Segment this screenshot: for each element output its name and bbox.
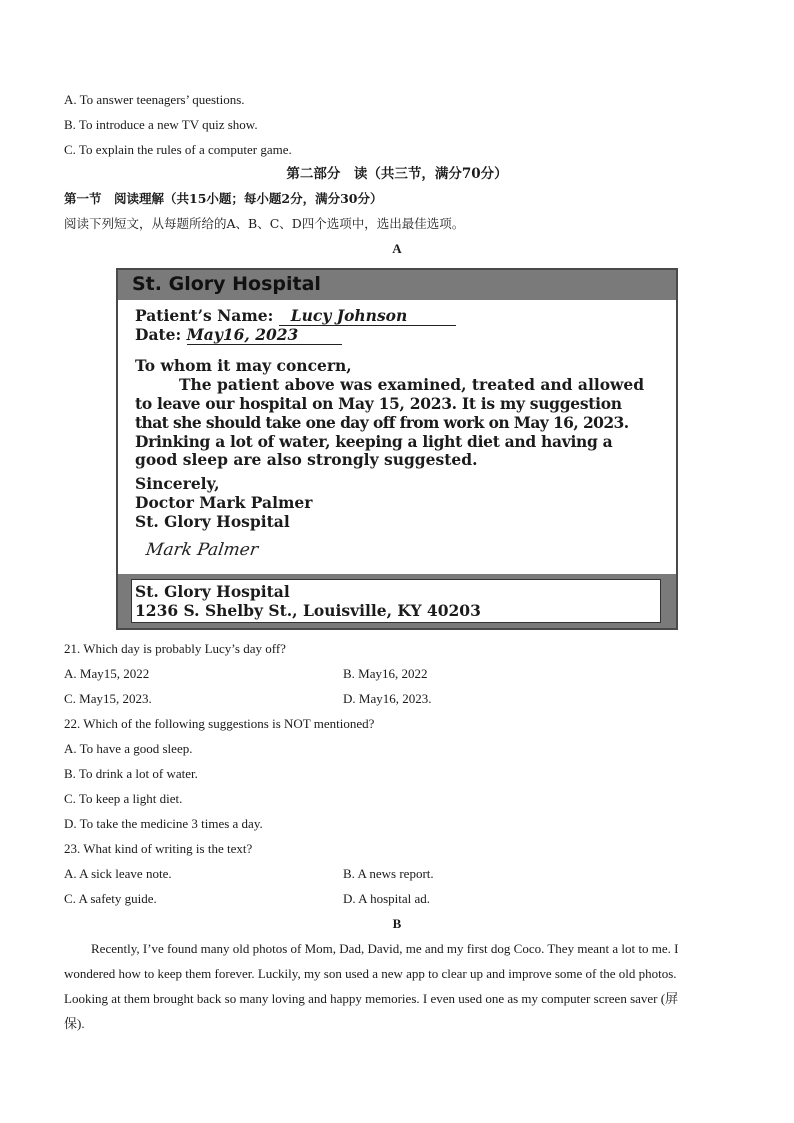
q22-question: 22. Which of the following suggestions is NOT mentioned? — [64, 716, 375, 731]
q23-option-d: D. A hospital ad. — [343, 891, 431, 906]
q22-option-d: D. To take the medicine 3 times a day. — [64, 816, 263, 831]
patient-row — [135, 306, 456, 326]
passage-a-label: A — [392, 241, 402, 256]
body-line-5: good sleep are also strongly suggested. — [135, 450, 478, 469]
sign-hospital: St. Glory Hospital — [135, 512, 290, 531]
q22-option-a: A. To have a good sleep. — [64, 741, 193, 756]
section-title: 第一节 阅读理解（共15小题；每小题2分，满分30分） — [64, 191, 383, 206]
sick-leave-notice — [116, 268, 678, 630]
q22-option-c: C. To keep a light diet. — [64, 791, 183, 806]
notice-hospital-title: St. Glory Hospital — [132, 273, 321, 295]
notice-header — [118, 270, 676, 300]
q21-option-a: A. May15, 2022 — [64, 666, 150, 681]
footer-hospital: St. Glory Hospital — [135, 582, 290, 601]
notice-footer — [131, 579, 661, 623]
q23-option-b: B. A news report. — [343, 866, 434, 881]
prev-option-a: A. To answer teenagers’ questions. — [64, 92, 245, 107]
q21-option-b: B. May16, 2022 — [343, 666, 428, 681]
body-line-4: Drinking a lot of water, keeping a light diet and having a — [135, 432, 613, 451]
q21-question: 21. Which day is probably Lucy’s day off? — [64, 641, 286, 656]
date-row — [135, 325, 342, 345]
q23-option-a: A. A sick leave note. — [64, 866, 172, 881]
footer-address: 1236 S. Shelby St., Louisville, KY 40203 — [135, 601, 481, 620]
handwritten-signature: Mark Palmer — [144, 540, 260, 560]
passage-b-line-4: 保). — [64, 1016, 85, 1031]
date-label: Date: — [135, 325, 187, 344]
q21-option-d: D. May16, 2023. — [343, 691, 432, 706]
patient-name: Lucy Johnson — [279, 306, 456, 326]
body-line-2: to leave our hospital on May 15, 2023. It is my suggestion — [135, 394, 622, 413]
closing: Sincerely, — [135, 474, 220, 493]
part-title: 第二部分 读（共三节，满分70分） — [286, 166, 508, 182]
passage-b-line-1: Recently, I’ve found many old photos of Mom, Dad, David, me and my first dog Coco. They meant a lot to me. I — [91, 941, 679, 956]
passage-b-line-2: wondered how to keep them forever. Luckily, my son used a new app to clear up and improve some of the old photos. — [64, 966, 677, 981]
greeting: To whom it may concern, — [135, 356, 352, 375]
q23-question: 23. What kind of writing is the text? — [64, 841, 253, 856]
body-line-3: that she should take one day off from work on May 16, 2023. — [135, 413, 629, 432]
passage-b-line-3: Looking at them brought back so many loving and happy memories. I even used one as my computer screen saver (屏 — [64, 991, 679, 1006]
instruction: 阅读下列短文，从每题所给的A、B、C、D四个选项中，选出最佳选项。 — [64, 216, 465, 231]
patient-label: Patient’s Name: — [135, 306, 279, 325]
body-line-1: The patient above was examined, treated and allowed — [179, 375, 645, 394]
passage-b-label: B — [392, 916, 402, 931]
q23-option-c: C. A safety guide. — [64, 891, 157, 906]
prev-option-c: C. To explain the rules of a computer game. — [64, 142, 292, 157]
q22-option-b: B. To drink a lot of water. — [64, 766, 198, 781]
doctor-name: Doctor Mark Palmer — [135, 493, 313, 512]
prev-option-b: B. To introduce a new TV quiz show. — [64, 117, 258, 132]
date-value: May16, 2023 — [187, 325, 342, 345]
q21-option-c: C. May15, 2023. — [64, 691, 152, 706]
